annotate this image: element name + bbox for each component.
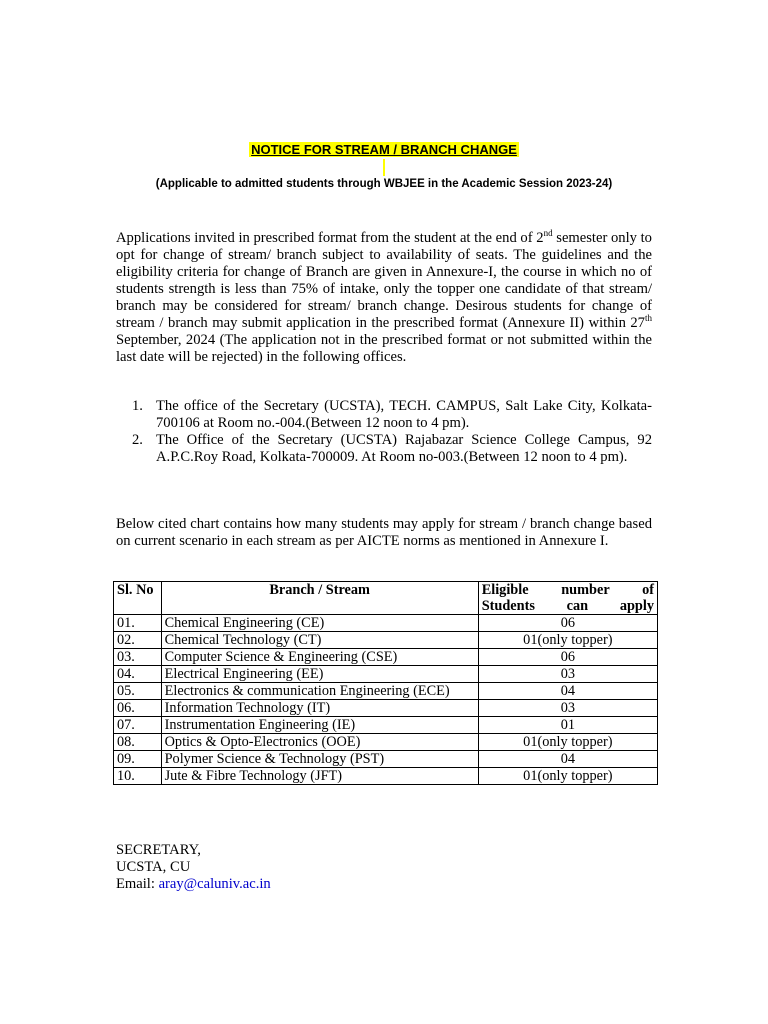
cell-count: 01(only topper) [478, 768, 657, 785]
table-row [114, 700, 658, 717]
cell-branch: Jute & Fibre Technology (JFT) [161, 768, 478, 785]
intro-sup-1: nd [543, 228, 553, 239]
table-row [114, 751, 658, 768]
cell-branch: Optics & Opto-Electronics (OOE) [161, 734, 478, 751]
signature-block [116, 842, 271, 893]
cell-branch: Electrical Engineering (EE) [161, 666, 478, 683]
header-eligible-line2: Students can apply [481, 598, 654, 614]
cell-branch: Electronics & communication Engineering (ECE) [161, 683, 478, 700]
list-item-number: 1. [132, 398, 143, 414]
table-row [114, 666, 658, 683]
cell-count: 04 [478, 683, 657, 700]
chart-intro-paragraph: Below cited chart contains how many students may apply for stream / branch change based on current scenario in each stream as per AICTE norms as mentioned in Annexure I. [116, 516, 652, 549]
signature-title: SECRETARY, [116, 842, 201, 858]
header-eligible-line1: Eligible number of [481, 582, 654, 598]
signature-email-line [116, 876, 271, 893]
cell-branch: Polymer Science & Technology (PST) [161, 751, 478, 768]
cell-branch: Chemical Engineering (CE) [161, 615, 478, 632]
header-sl-no: Sl. No [114, 582, 162, 615]
cell-branch: Information Technology (IT) [161, 700, 478, 717]
table-row [114, 615, 658, 632]
intro-text-2: semester only to opt for change of stream/ branch subject to availability of seats. The guidelines and the eligibility criteria for change of Branch are given in Annexure-I, the course in which no of students strength is less than 75% of intake, only the topper one candidate of that stream/ branch may be considered for stream/ branch change. Desirous students for change of stream / branch may submit application in the prescribed format (Annexure II) within 27 [116, 230, 652, 331]
cell-sl: 05. [114, 683, 162, 700]
branch-table [113, 581, 658, 785]
cell-sl: 10. [114, 768, 162, 785]
header-branch: Branch / Stream [161, 582, 478, 615]
list-item-number: 2. [132, 432, 143, 448]
cell-count: 01 [478, 717, 657, 734]
table-row [114, 649, 658, 666]
cell-count: 06 [478, 615, 657, 632]
cell-branch: Chemical Technology (CT) [161, 632, 478, 649]
table-row [114, 683, 658, 700]
cell-count: 04 [478, 751, 657, 768]
cell-count: 01(only topper) [478, 734, 657, 751]
cell-sl: 07. [114, 717, 162, 734]
email-link[interactable]: aray@caluniv.ac.in [158, 876, 271, 892]
text-cursor-highlight [383, 159, 385, 176]
cell-sl: 08. [114, 734, 162, 751]
notice-title [0, 142, 768, 157]
table-row [114, 734, 658, 751]
cell-sl: 03. [114, 649, 162, 666]
cell-sl: 04. [114, 666, 162, 683]
table-header-row [114, 582, 658, 615]
intro-text-3: September, 2024 (The application not in the prescribed format or not submitted within the last date will be rejected) in the following offices. [116, 332, 652, 365]
cell-count: 06 [478, 649, 657, 666]
cell-sl: 02. [114, 632, 162, 649]
intro-sup-2: th [644, 313, 652, 324]
notice-subtitle: (Applicable to admitted students through WBJEE in the Academic Session 2023-24) [155, 178, 613, 190]
notice-title-text: NOTICE FOR STREAM / BRANCH CHANGE [251, 142, 517, 157]
cell-count: 03 [478, 666, 657, 683]
email-label: Email: [116, 876, 159, 892]
signature-org: UCSTA, CU [116, 859, 191, 875]
cell-sl: 01. [114, 615, 162, 632]
intro-text-1: Applications invited in prescribed format from the student at the end of 2 [116, 230, 544, 246]
list-item-text: The office of the Secretary (UCSTA), TECH. CAMPUS, Salt Lake City, Kolkata-700106 at Room no.-004.(Between 12 noon to 4 pm). [156, 398, 652, 431]
list-item [116, 398, 652, 432]
cell-sl: 09. [114, 751, 162, 768]
intro-paragraph [116, 230, 652, 366]
header-eligible [478, 582, 657, 615]
list-item [116, 432, 652, 466]
list-item-text: The Office of the Secretary (UCSTA) Rajabazar Science College Campus, 92 A.P.C.Roy Road, Kolkata-700009. At Room no-003.(Between 12 noon to 4 pm). [156, 432, 652, 465]
cell-count: 03 [478, 700, 657, 717]
table-row [114, 717, 658, 734]
offices-list [116, 398, 652, 466]
table-row [114, 632, 658, 649]
cell-count: 01(only topper) [478, 632, 657, 649]
cell-sl: 06. [114, 700, 162, 717]
cell-branch: Instrumentation Engineering (IE) [161, 717, 478, 734]
table-row [114, 768, 658, 785]
cell-branch: Computer Science & Engineering (CSE) [161, 649, 478, 666]
